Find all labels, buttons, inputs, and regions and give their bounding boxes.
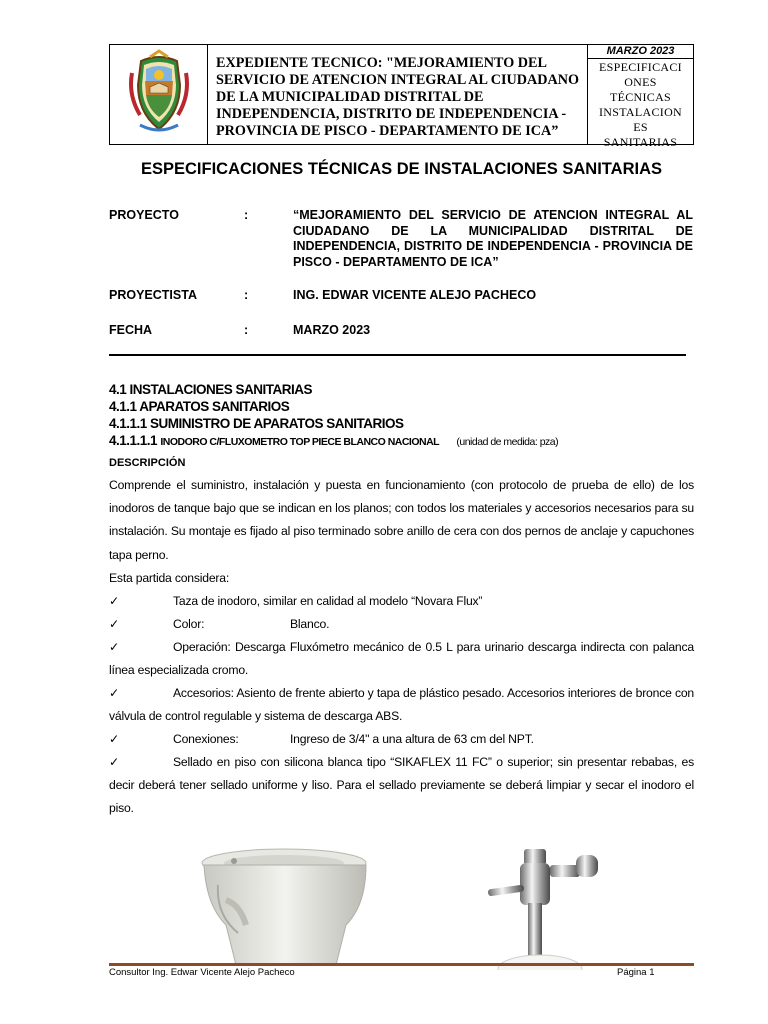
list-item [109,636,694,682]
list-item-text: Accesorios: Asiento de frente abierto y tapa de plástico pesado. Accesorios interiores de bronce con válvula de control regulable y sistema de descarga ABS. [109,686,694,724]
item-code: 4.1.1.1.1 [109,433,158,448]
municipal-logo-cell [110,45,208,144]
list-item [109,590,694,613]
description-heading: DESCRIPCIÓN [109,457,186,469]
list-item-text: Operación: Descarga Fluxómetro mecánico de 0.5 L para urinario descarga indirecta con palanca línea especializada cromo. [109,640,694,678]
check-icon: ✓ [109,640,120,654]
header-code-line: INSTALACION [599,105,682,119]
fecha-colon: : [244,323,249,337]
list-item [109,682,694,728]
header-project-title: EXPEDIENTE TECNICO: "MEJORAMIENTO DEL SERVICIO DE ATENCION INTEGRAL AL CIUDADANO DE LA MUNICIPALIDAD DISTRITAL DE INDEPENDENCIA, DISTRITO DE INDEPENDENCIA - PROVINCIA DE PISCO - DEPARTAMENTO DE ICA” [208,45,588,144]
item-unit: (unidad de medida: pza) [456,436,559,448]
header-code-line: ESPECIFICACI [599,60,682,74]
section-heading-4-1-1-1: 4.1.1.1 SUMINISTRO DE APARATOS SANITARIOS [109,416,404,431]
toilet-image [196,845,376,970]
header-code [588,59,693,150]
proyecto-colon: : [244,208,249,222]
list-item [109,613,694,636]
header-date: MARZO 2023 [588,45,693,59]
municipal-crest-icon [110,45,208,144]
proyectista-value: ING. EDWAR VICENTE ALEJO PACHECO [293,288,537,302]
section-heading-4-1-1: 4.1.1 APARATOS SANITARIOS [109,399,290,414]
fecha-label: FECHA [109,323,153,337]
separator-rule [109,354,686,356]
header-code-line: ONES [624,75,657,89]
check-icon: ✓ [109,617,120,631]
proyecto-label: PROYECTO [109,208,179,222]
item-title: INODORO C/FLUXOMETRO TOP PIECE BLANCO NACIONAL [160,436,440,448]
proyectista-colon: : [244,288,249,302]
check-icon: ✓ [109,594,120,608]
header-code-line: ES [633,120,648,134]
fecha-value: MARZO 2023 [293,323,371,337]
header-code-line: TÉCNICAS [609,90,672,104]
considera-text: Esta partida considera: [109,571,230,585]
check-icon: ✓ [109,755,120,769]
document-header [109,44,694,149]
proyectista-label: PROYECTISTA [109,288,197,302]
page-title: ESPECIFICACIONES TÉCNICAS DE INSTALACIONES SANITARIAS [140,160,662,178]
header-right-cell [588,45,693,149]
list-item-text: Sellado en piso con silicona blanca tipo “SIKAFLEX 11 FC” o superior; sin presentar rebabas, es decir deberá tener sellado uniforme y liso. Para el sellado previamente se deberá limpiar y secar el inodoro el piso. [109,755,694,816]
proyecto-value: “MEJORAMIENTO DEL SERVICIO DE ATENCION INTEGRAL AL CIUDADANO DE LA MUNICIPALIDAD DISTRITAL DE INDEPENDENCIA, DISTRITO DE INDEPENDENCIA - PROVINCIA DE PISCO - DEPARTAMENTO DE ICA” [293,208,693,269]
section-heading-4-1-1-1-1 [109,433,558,448]
footer-page-number: Página 1 [617,967,655,978]
list-item-value: Blanco. [290,617,330,631]
list-item-label: Conexiones: [173,732,239,746]
header-code-line: SANITARIAS [603,135,678,149]
check-icon: ✓ [109,732,120,746]
list-item-value: Ingreso de 3/4" a una altura de 63 cm del NPT. [290,732,534,746]
list-item-text: Taza de inodoro, similar en calidad al modelo “Novara Flux” [173,594,483,608]
section-heading-4-1: 4.1 INSTALACIONES SANITARIAS [109,382,313,397]
description-paragraph: Comprende el suministro, instalación y puesta en funcionamiento (con protocolo de prueba de ello) de los inodoros de tanque bajo que se indican en los planos; con todos los materiales y accesorios necesarios para su instalación. Su montaje es fijado al piso terminado sobre anillo de cera con dos pernos de anclaje y capuchones tapa perno. [109,478,694,562]
footer-consultant: Consultor Ing. Edwar Vicente Alejo Pacheco [109,967,295,978]
flush-valve-image [480,845,610,970]
list-item [109,751,694,821]
footer-rule [109,963,694,966]
list-item [109,728,694,751]
list-item-label: Color: [173,617,205,631]
check-icon: ✓ [109,686,120,700]
